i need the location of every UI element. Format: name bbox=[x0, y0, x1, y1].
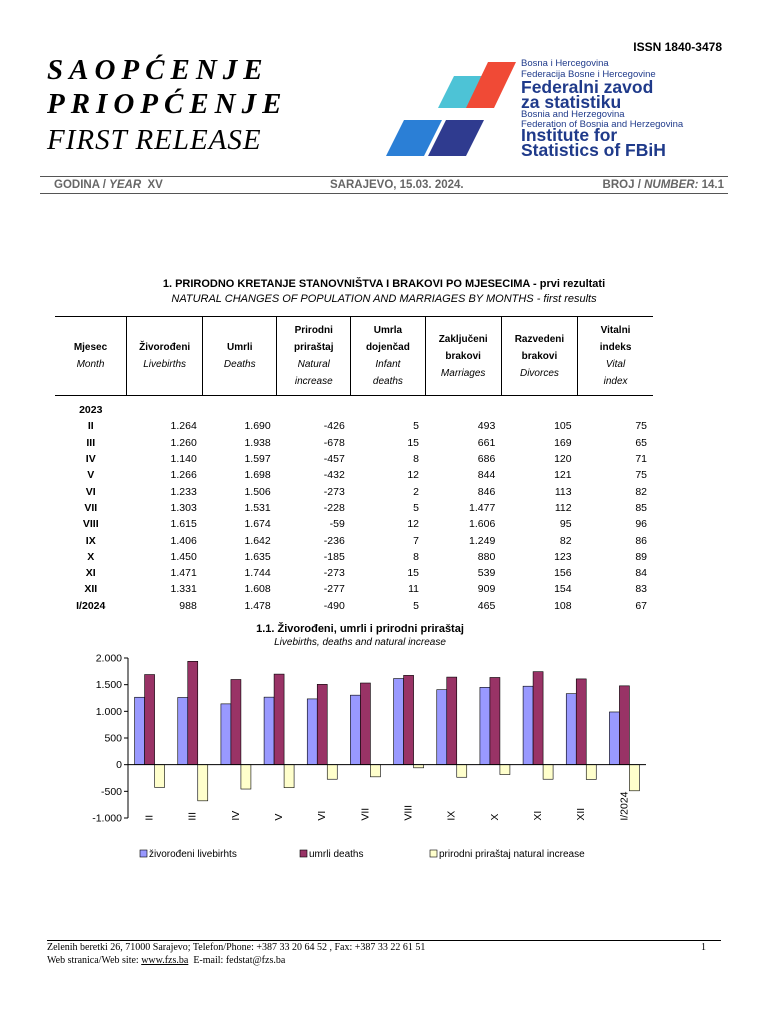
value-cell: 1.266 bbox=[170, 469, 197, 482]
value-cell: 123 bbox=[554, 550, 572, 563]
title-croatian: PRIOPĆENJE bbox=[47, 88, 288, 120]
bar-umrli-IX bbox=[447, 677, 457, 765]
year-row bbox=[55, 402, 653, 418]
bar-ivoroeni-V bbox=[264, 697, 274, 765]
bar-ivoroeni-VI bbox=[307, 699, 317, 765]
bar-ivoroeni-X bbox=[480, 687, 490, 764]
table-row bbox=[55, 598, 653, 614]
value-cell: 65 bbox=[635, 436, 647, 449]
table-row bbox=[55, 467, 653, 483]
value-cell: 83 bbox=[635, 583, 647, 596]
value-cell: 1.606 bbox=[469, 518, 496, 531]
value-cell: 1.260 bbox=[170, 436, 197, 449]
footer-divider bbox=[47, 940, 721, 941]
value-cell: 539 bbox=[477, 567, 496, 580]
chart-title: 1.1. Živorođeni, umrli i prirodni priraštaj bbox=[256, 623, 464, 635]
col-deaths: Umrli Deaths bbox=[203, 317, 277, 396]
logo-text-bih: Bosna i Hercegovina bbox=[521, 58, 609, 69]
value-cell: 1.471 bbox=[170, 567, 197, 580]
value-cell: -185 bbox=[323, 550, 345, 563]
month-cell: IV bbox=[85, 453, 96, 466]
value-cell: 1.249 bbox=[469, 534, 496, 547]
page-number: 1 bbox=[701, 942, 706, 953]
value-cell: 105 bbox=[554, 420, 572, 433]
value-cell: 67 bbox=[635, 599, 647, 612]
x-tick-label: V bbox=[273, 813, 286, 821]
value-cell: 85 bbox=[635, 501, 647, 514]
x-tick-label: XI bbox=[532, 810, 545, 821]
logo-text-zavod: Federalni zavod bbox=[521, 77, 654, 97]
x-tick-label: VI bbox=[316, 810, 329, 821]
value-cell: 1.608 bbox=[244, 583, 271, 596]
value-cell: -236 bbox=[323, 534, 345, 547]
table-row bbox=[55, 581, 653, 597]
value-cell: 465 bbox=[477, 599, 496, 612]
table-row bbox=[55, 451, 653, 467]
value-cell: -490 bbox=[323, 599, 345, 612]
value-cell: 1.331 bbox=[170, 583, 197, 596]
value-cell: 1.406 bbox=[170, 534, 197, 547]
table-row bbox=[55, 549, 653, 565]
col-divorces: Razvedeni brakovi Divorces bbox=[501, 317, 577, 396]
x-tick-label: IX bbox=[445, 810, 458, 821]
value-cell: 1.938 bbox=[244, 436, 271, 449]
table-header-row bbox=[55, 317, 653, 396]
bar-prirodni-V bbox=[284, 765, 294, 788]
x-tick-label: I/2024 bbox=[618, 791, 631, 821]
value-cell: 113 bbox=[554, 485, 572, 498]
value-cell: 880 bbox=[477, 550, 496, 563]
value-cell: 661 bbox=[477, 436, 496, 449]
issn-number: ISSN 1840-3478 bbox=[633, 40, 722, 54]
issue-number: BROJ / NUMBER: 14.1 bbox=[602, 179, 724, 191]
births-deaths-chart bbox=[90, 648, 660, 873]
legend-swatch bbox=[430, 850, 437, 857]
value-cell: -59 bbox=[329, 518, 345, 531]
value-cell: 11 bbox=[408, 583, 420, 596]
value-cell: 108 bbox=[554, 599, 572, 612]
y-tick-label: 0 bbox=[116, 759, 122, 772]
bar-prirodni-I-2024 bbox=[629, 765, 639, 791]
col-natural-increase: Prirodni priraštaj Natural increase bbox=[277, 317, 351, 396]
value-cell: 1.615 bbox=[170, 518, 197, 531]
footer-address: Zelenih beretki 26, 71000 Sarajevo; Telefon/Phone: +387 33 20 64 52 , Fax: +387 33 22 61 51 bbox=[47, 942, 426, 953]
footer-web: Web stranica/Web site: www.fzs.ba E-mail: fedstat@fzs.ba bbox=[47, 955, 286, 966]
value-cell: 1.233 bbox=[170, 485, 197, 498]
bar-prirodni-III bbox=[198, 765, 208, 801]
value-cell: 5 bbox=[413, 599, 420, 612]
bar-ivoroeni-I-2024 bbox=[609, 712, 619, 765]
value-cell: 89 bbox=[635, 550, 647, 563]
value-cell: 1.450 bbox=[170, 550, 197, 563]
x-tick-label: II bbox=[143, 814, 156, 821]
value-cell: 169 bbox=[554, 436, 572, 449]
legend-label: živorođeni livebirhts bbox=[149, 849, 237, 860]
value-cell: -678 bbox=[323, 436, 345, 449]
website-link[interactable]: www.fzs.ba bbox=[141, 955, 189, 966]
value-cell: 156 bbox=[554, 567, 572, 580]
place-date: SARAJEVO, 15.03. 2024. bbox=[330, 179, 464, 191]
month-cell: XI bbox=[85, 567, 96, 580]
logo-text-statistiku: za statistiku bbox=[521, 92, 622, 112]
logo-text-statistics: Statistics of FBiH bbox=[521, 140, 666, 160]
table-row bbox=[55, 565, 653, 581]
value-cell: 75 bbox=[635, 469, 647, 482]
bar-ivoroeni-XI bbox=[523, 686, 533, 764]
value-cell: 846 bbox=[477, 485, 496, 498]
y-tick-label: 1.000 bbox=[95, 705, 122, 718]
value-cell: -457 bbox=[323, 453, 345, 466]
value-cell: 121 bbox=[554, 469, 572, 482]
logo-text-fbih-en: Federation of Bosnia and Herzegovina bbox=[521, 119, 684, 130]
bar-umrli-IV bbox=[231, 679, 241, 764]
y-tick-label: 500 bbox=[104, 732, 122, 745]
month-cell: III bbox=[86, 436, 96, 449]
value-cell: -228 bbox=[323, 501, 345, 514]
value-cell: -426 bbox=[323, 420, 345, 433]
month-cell: IX bbox=[85, 534, 96, 547]
col-livebirths: Živorođeni Livebirths bbox=[126, 317, 202, 396]
bar-prirodni-VII bbox=[370, 765, 380, 777]
logo-text-institute: Institute for bbox=[521, 125, 618, 145]
x-tick-label: III bbox=[186, 811, 199, 821]
y-tick-label: -1.000 bbox=[92, 812, 122, 825]
value-cell: 1.674 bbox=[244, 518, 271, 531]
value-cell: 82 bbox=[635, 485, 647, 498]
value-cell: 86 bbox=[635, 534, 647, 547]
col-marriages: Zaključeni brakovi Marriages bbox=[425, 317, 501, 396]
value-cell: 15 bbox=[407, 436, 420, 449]
value-cell: 1.597 bbox=[244, 453, 271, 466]
value-cell: 988 bbox=[179, 599, 197, 612]
value-cell: 112 bbox=[554, 501, 572, 514]
x-tick-label: VIII bbox=[402, 804, 415, 821]
bar-ivoroeni-IV bbox=[221, 704, 231, 765]
value-cell: 1.303 bbox=[170, 501, 197, 514]
bar-prirodni-II bbox=[155, 765, 165, 788]
bar-umrli-VIII bbox=[404, 675, 414, 764]
x-tick-label: IV bbox=[229, 810, 242, 821]
table-row bbox=[55, 532, 653, 548]
legend-swatch bbox=[140, 850, 147, 857]
x-tick-label: X bbox=[488, 813, 501, 821]
month-cell: VII bbox=[84, 501, 98, 514]
year-cell: 2023 bbox=[79, 404, 103, 417]
month-cell: VIII bbox=[82, 518, 99, 531]
month-cell: VI bbox=[85, 485, 96, 498]
bar-umrli-X bbox=[490, 677, 500, 764]
value-cell: 5 bbox=[413, 420, 420, 433]
value-cell: 1.506 bbox=[244, 485, 271, 498]
legend-label: umrli deaths bbox=[309, 849, 364, 860]
value-cell: 5 bbox=[413, 501, 420, 514]
value-cell: -432 bbox=[323, 469, 345, 482]
bar-prirodni-XII bbox=[586, 765, 596, 780]
value-cell: 686 bbox=[477, 453, 496, 466]
title-english: FIRST RELEASE bbox=[47, 124, 262, 156]
bar-umrli-VII bbox=[360, 683, 370, 765]
table-body bbox=[55, 396, 653, 614]
value-cell: 7 bbox=[413, 534, 420, 547]
value-cell: 95 bbox=[559, 518, 572, 531]
bar-umrli-XII bbox=[576, 679, 586, 765]
value-cell: 75 bbox=[635, 420, 647, 433]
value-cell: 1.698 bbox=[244, 469, 271, 482]
bar-prirodni-IV bbox=[241, 765, 251, 789]
value-cell: 12 bbox=[407, 518, 420, 531]
col-month: Mjesec Month bbox=[55, 317, 126, 396]
bar-prirodni-X bbox=[500, 765, 510, 775]
value-cell: -277 bbox=[323, 583, 345, 596]
bar-umrli-III bbox=[188, 661, 198, 764]
y-tick-label: -500 bbox=[100, 785, 122, 798]
value-cell: 1.477 bbox=[469, 501, 496, 514]
table-title: 1. PRIRODNO KRETANJE STANOVNIŠTVA I BRAKOVI PO MJESECIMA - prvi rezultati bbox=[162, 278, 606, 290]
month-cell: X bbox=[87, 550, 95, 563]
value-cell: 844 bbox=[477, 469, 496, 482]
bar-ivoroeni-III bbox=[178, 697, 188, 764]
bar-prirodni-VI bbox=[327, 765, 337, 780]
month-cell: V bbox=[87, 469, 95, 482]
col-vital-index: Vitalni indeks Vital index bbox=[578, 317, 653, 396]
bar-umrli-I-2024 bbox=[619, 686, 629, 765]
bar-prirodni-IX bbox=[457, 765, 467, 778]
value-cell: 96 bbox=[635, 518, 647, 531]
value-cell: 909 bbox=[477, 583, 496, 596]
bar-umrli-II bbox=[145, 675, 155, 765]
value-cell: 71 bbox=[635, 453, 647, 466]
value-cell: -273 bbox=[323, 567, 345, 580]
value-cell: 82 bbox=[559, 534, 572, 547]
title-bosnian: SAOPĆENJE bbox=[47, 54, 269, 86]
value-cell: 154 bbox=[554, 583, 572, 596]
y-tick-label: 2.000 bbox=[95, 652, 122, 665]
chart-subtitle: Livebirths, deaths and natural increase bbox=[274, 637, 446, 648]
value-cell: 1.744 bbox=[244, 567, 271, 580]
col-infant-deaths: Umrla dojenčad Infant deaths bbox=[351, 317, 425, 396]
value-cell: 8 bbox=[413, 453, 420, 466]
table-subtitle: NATURAL CHANGES OF POPULATION AND MARRIAGES BY MONTHS - first results bbox=[171, 293, 597, 305]
x-tick-label: XII bbox=[575, 807, 588, 821]
year-info: GODINA / YEAR XV bbox=[54, 179, 163, 191]
logo-text-fbih: Federacija Bosne i Hercegovine bbox=[521, 69, 656, 80]
bar-prirodni-XI bbox=[543, 765, 553, 780]
month-cell: XII bbox=[84, 583, 98, 596]
bar-ivoroeni-XII bbox=[566, 694, 576, 765]
bar-ivoroeni-VIII bbox=[394, 679, 404, 765]
value-cell: 120 bbox=[554, 453, 572, 466]
value-cell: 15 bbox=[407, 567, 420, 580]
value-cell: 1.642 bbox=[244, 534, 271, 547]
value-cell: 2 bbox=[413, 485, 420, 498]
table-row bbox=[55, 418, 653, 434]
bar-umrli-XI bbox=[533, 672, 543, 765]
legend-label: prirodni priraštaj natural increase bbox=[439, 849, 585, 860]
table-row bbox=[55, 500, 653, 516]
institute-logo-graphic bbox=[384, 58, 520, 158]
value-cell: 1.690 bbox=[244, 420, 271, 433]
x-tick-label: VII bbox=[359, 807, 372, 821]
y-tick-label: 1.500 bbox=[95, 679, 122, 692]
value-cell: 8 bbox=[413, 550, 420, 563]
table-row bbox=[55, 516, 653, 532]
value-cell: 1.140 bbox=[170, 453, 197, 466]
value-cell: 1.264 bbox=[170, 420, 197, 433]
value-cell: -273 bbox=[323, 485, 345, 498]
bar-umrli-VI bbox=[317, 684, 327, 764]
bar-umrli-V bbox=[274, 674, 284, 765]
natural-changes-table bbox=[55, 316, 653, 614]
value-cell: 84 bbox=[635, 567, 647, 580]
bar-ivoroeni-VII bbox=[350, 695, 360, 764]
value-cell: 1.531 bbox=[244, 501, 271, 514]
value-cell: 1.478 bbox=[244, 599, 271, 612]
month-cell: I/2024 bbox=[76, 599, 106, 612]
logo-text-bih-en: Bosnia and Herzegovina bbox=[521, 109, 625, 120]
value-cell: 1.635 bbox=[244, 550, 271, 563]
value-cell: 12 bbox=[407, 469, 420, 482]
bar-ivoroeni-II bbox=[135, 697, 145, 764]
table-row bbox=[55, 483, 653, 499]
legend-swatch bbox=[300, 850, 307, 857]
value-cell: 493 bbox=[477, 420, 496, 433]
month-cell: II bbox=[87, 420, 94, 433]
table-row bbox=[55, 435, 653, 451]
bar-ivoroeni-IX bbox=[437, 690, 447, 765]
